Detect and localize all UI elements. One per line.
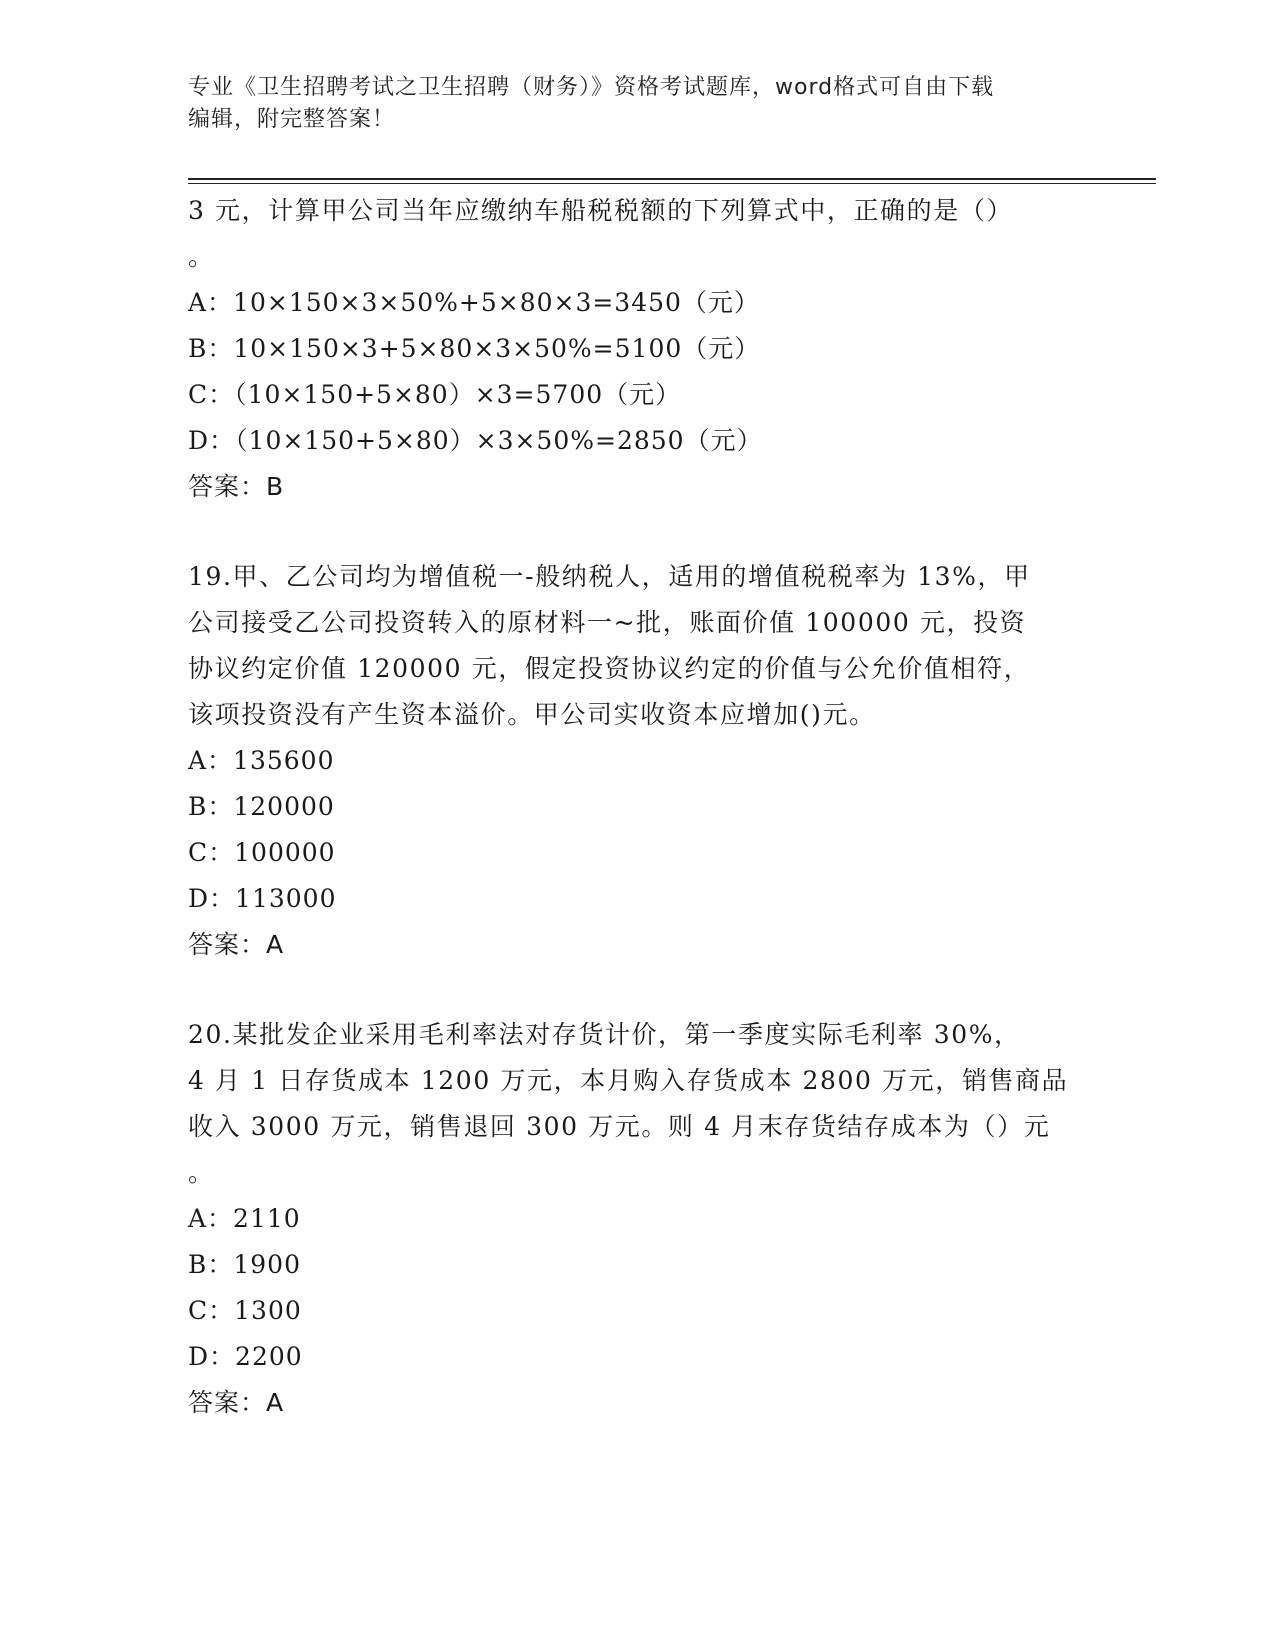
question-stem-line: 。 — [188, 242, 215, 271]
header-line-1: 专业《卫生招聘考试之卫生招聘（财务）》资格考试题库，word格式可自由下载 — [188, 75, 995, 100]
header-divider-thin — [188, 183, 1156, 184]
question-20 — [188, 1012, 1088, 1426]
option-a: A：2110 — [188, 1204, 301, 1233]
answer-line: 答案：A — [188, 1388, 285, 1417]
question-stem-line: 收入 3000 万元，销售退回 300 万元。则 4 月末存货结存成本为（）元 — [188, 1112, 1051, 1141]
question-spacer — [188, 968, 1088, 1012]
question-stem-line: 。 — [188, 1158, 215, 1187]
question-spacer — [188, 510, 1088, 554]
header-line-2: 编辑，附完整答案！ — [188, 107, 396, 132]
option-a: A：10×150×3×50%+5×80×3=3450（元） — [188, 288, 760, 317]
option-d: D：2200 — [188, 1342, 303, 1371]
header-divider-thick — [188, 178, 1156, 180]
question-18 — [188, 188, 1088, 510]
answer-line: 答案：B — [188, 472, 285, 501]
document-header — [188, 72, 1088, 136]
option-b: B：120000 — [188, 792, 335, 821]
question-stem-line: 该项投资没有产生资本溢价。甲公司实收资本应增加()元。 — [188, 700, 876, 729]
option-c: C：（10×150+5×80）×3=5700（元） — [188, 380, 682, 409]
question-stem-line: 协议约定价值 120000 元，假定投资协议约定的价值与公允价值相符， — [188, 654, 1031, 683]
option-c: C：1300 — [188, 1296, 302, 1325]
question-stem-line: 20.某批发企业采用毛利率法对存货计价，第一季度实际毛利率 30%， — [188, 1020, 1021, 1049]
question-stem-line: 19.甲、乙公司均为增值税一-般纳税人，适用的增值税税率为 13%，甲 — [188, 562, 1031, 591]
option-b: B：10×150×3+5×80×3×50%=5100（元） — [188, 334, 761, 363]
question-stem-line: 公司接受乙公司投资转入的原材料一~批，账面价值 100000 元，投资 — [188, 608, 1027, 637]
option-c: C：100000 — [188, 838, 336, 867]
question-content — [188, 188, 1088, 1426]
option-b: B：1900 — [188, 1250, 301, 1279]
question-stem-line: 4 月 1 日存货成本 1200 万元，本月购入存货成本 2800 万元，销售商品 — [188, 1066, 1069, 1095]
answer-line: 答案：A — [188, 930, 285, 959]
option-d: D：113000 — [188, 884, 337, 913]
option-a: A：135600 — [188, 746, 335, 775]
option-d: D：（10×150+5×80）×3×50%=2850（元） — [188, 426, 763, 455]
question-stem-line: 3 元，计算甲公司当年应缴纳车船税税额的下列算式中，正确的是（） — [188, 196, 1014, 225]
question-19 — [188, 554, 1088, 968]
